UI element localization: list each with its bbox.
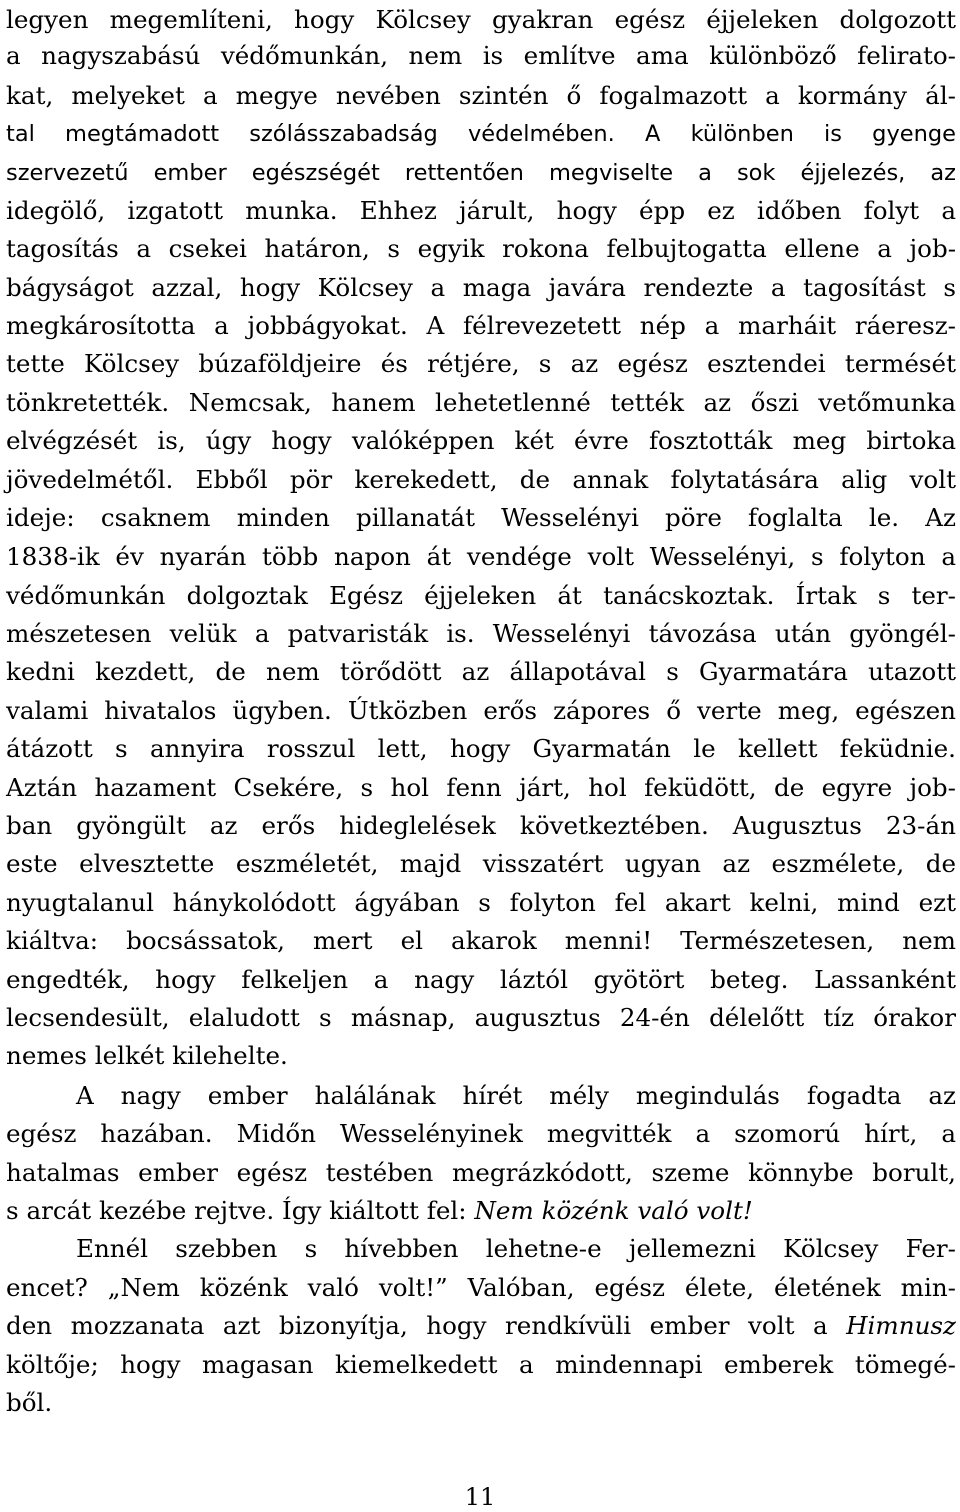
text-line: ideje: csaknem minden pillanatát Wesselényi pöre foglalta le. Az (6, 503, 956, 532)
text-line: este elvesztette eszméletét, majd visszatért ugyan az eszmélete, de (6, 849, 956, 878)
text-line (6, 1191, 956, 1231)
text-line: költője; hogy magasan kiemelkedett a mindennapi emberek tömegé- (6, 1350, 956, 1379)
text-line: bágyságot azzal, hogy Kölcsey a maga javára rendezte a tagosítást s (6, 273, 956, 302)
text-line: tagosítás a csekei határon, s egyik rokona felbujtogatta ellene a job- (6, 234, 956, 263)
text-line (6, 1306, 956, 1346)
text-line: engedték, hogy felkeljen a nagy láztól gyötört beteg. Lassanként (6, 965, 956, 994)
text-line: tal megtámadott szólásszabadság védelmében. A különben is gyenge (6, 121, 956, 147)
text-line: valami hivatalos ügyben. Útközben erős zápores ő verte meg, egészen (6, 696, 956, 725)
text-line: tette Kölcsey búzaföldjeire és rétjére, s az egész esztendei termését (6, 349, 956, 378)
text-segment: s arcát kezébe rejtve. Így kiáltott fel: (6, 1196, 475, 1225)
text-line: A nagy ember halálának hírét mély megindulás fogadta az (76, 1081, 956, 1110)
text-line: kiáltva: bocsássatok, mert el akarok menni! Természetesen, nem (6, 926, 956, 955)
text-line: ből. (6, 1388, 53, 1417)
text-line: encet? „Nem közénk való volt!” Valóban, egész élete, életének min- (6, 1273, 956, 1302)
text-line: idegölő, izgatott munka. Ehhez járult, hogy épp ez időben folyt a (6, 196, 956, 225)
text-line: a nagyszabású védőmunkán, nem is említve ama különböző felirato- (6, 41, 956, 70)
text-line: legyen megemlíteni, hogy Kölcsey gyakran egész éjjeleken dolgozott (6, 5, 956, 34)
text-line: egész hazában. Midőn Wesselényinek megvitték a szomorú hírt, a (6, 1119, 956, 1148)
text-line: szervezetű ember egészségét rettentően megviselte a sok éjjelezés, az (6, 160, 956, 186)
text-line: 1838-ik év nyarán több napon át vendége volt Wesselényi, s folyton a (6, 542, 956, 571)
text-line: megkárosította a jobbágyokat. A félrevezetett nép a marháit ráeresz- (6, 311, 956, 340)
text-line: kat, melyeket a megye nevében szintén ő fogalmazott a kormány ál- (6, 81, 956, 110)
text-line: Aztán hazament Csekére, s hol fenn járt, hol feküdött, de egyre job- (6, 773, 956, 802)
text-line: jövedelmétől. Ebből pör kerekedett, de annak folytatására alig volt (6, 465, 956, 494)
italic-title: Himnusz (846, 1311, 956, 1340)
text-line: mészetesen velük a patvaristák is. Wesselényi távozása után gyöngél- (6, 619, 956, 648)
text-line: lecsendesült, elaludott s másnap, augusztus 24-én délelőtt tíz órakor (6, 1003, 956, 1032)
text-line: elvégzését is, úgy hogy valóképpen két évre fosztották meg birtoka (6, 426, 956, 455)
text-line: nyugtalanul hánykolódott ágyában s folyton fel akart kelni, mind ezt (6, 888, 956, 917)
text-line: Ennél szebben s hívebben lehetne-e jellemezni Kölcsey Fer- (76, 1234, 956, 1263)
text-line: kedni kezdett, de nem törődött az állapotával s Gyarmatára utazott (6, 657, 956, 686)
text-line: átázott s annyira rosszul lett, hogy Gyarmatán le kellett feküdnie. (6, 734, 956, 763)
italic-quote: Nem közénk való volt! (474, 1196, 753, 1225)
text-line: védőmunkán dolgoztak Egész éjjeleken át tanácskoztak. Írtak s ter- (6, 581, 956, 610)
text-line: hatalmas ember egész testében megrázkódott, szeme könnybe borult, (6, 1158, 956, 1187)
text-line: tönkretették. Nemcsak, hanem lehetetlenné tették az őszi vetőmunka (6, 388, 956, 417)
text-segment: den mozzanata azt bizonyítja, hogy rendkívüli ember volt a (6, 1311, 847, 1340)
text-line: ban gyöngült az erős hideglelések következtében. Augusztus 23-án (6, 811, 956, 840)
text-line: nemes lelkét kilehelte. (6, 1041, 288, 1070)
page-number: 11 (464, 1483, 496, 1511)
